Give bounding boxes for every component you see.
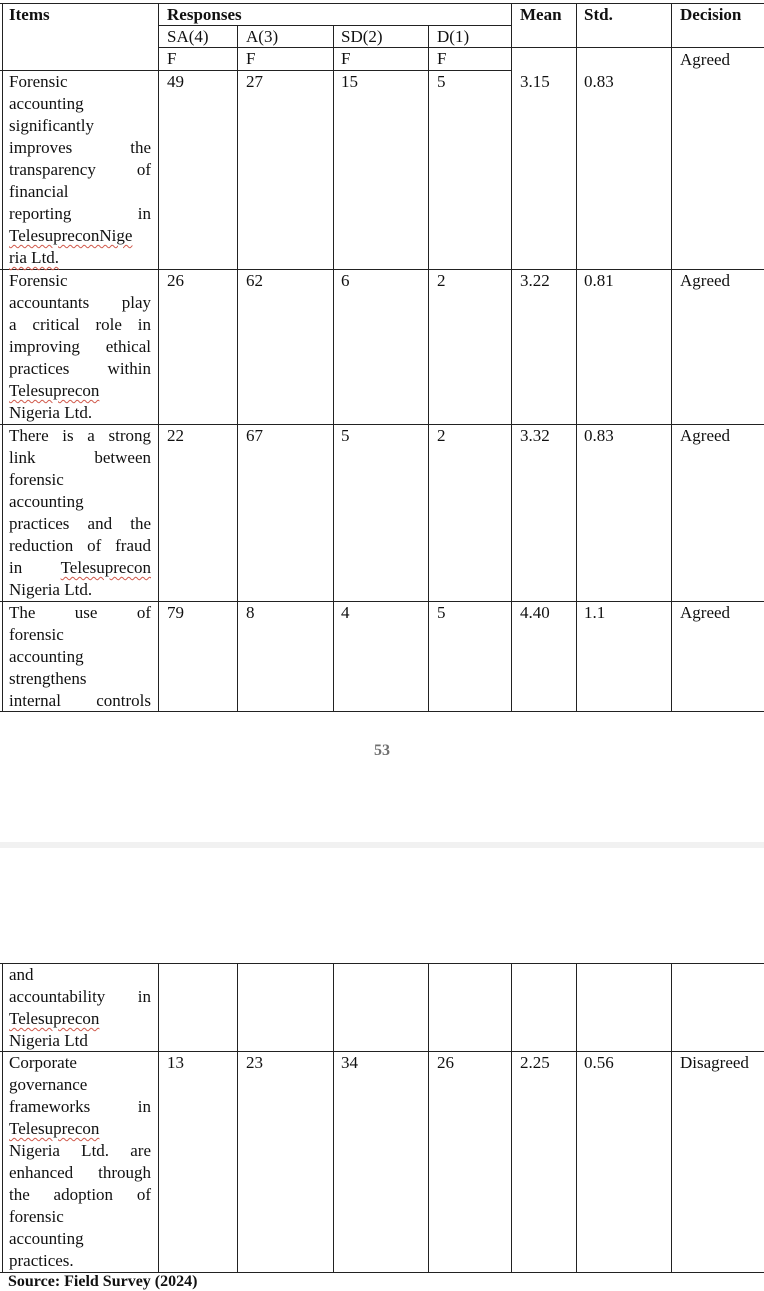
rule xyxy=(2,963,3,1273)
header-std: Std. xyxy=(584,5,613,24)
value-std: 0.56 xyxy=(584,1053,614,1072)
value-d: 5 xyxy=(437,72,446,91)
item-cell xyxy=(9,425,151,601)
value-mean: 3.15 xyxy=(520,72,550,91)
value-decision: Disagreed xyxy=(680,1053,749,1072)
value-mean: 3.22 xyxy=(520,271,550,290)
item-line: Forensic xyxy=(9,271,68,290)
value-a: 8 xyxy=(246,603,255,622)
value-sd: 34 xyxy=(341,1053,358,1072)
item-line: transparency of xyxy=(9,160,151,179)
item-line: forensic xyxy=(9,625,64,644)
rule xyxy=(2,3,3,712)
rule xyxy=(511,3,512,712)
value-d: 2 xyxy=(437,426,446,445)
header-responses: Responses xyxy=(167,5,242,24)
header-freq-d: F xyxy=(437,49,447,68)
rule xyxy=(237,963,238,1273)
item-line: the adoption of xyxy=(9,1185,151,1204)
rule xyxy=(428,963,429,1273)
value-a: 62 xyxy=(246,271,263,290)
item-line: Forensic xyxy=(9,72,68,91)
item-line: TelesupreconNige xyxy=(9,226,133,245)
value-std: 0.81 xyxy=(584,271,614,290)
item-line: accountants play xyxy=(9,293,151,312)
value-mean: 4.40 xyxy=(520,603,550,622)
rule xyxy=(576,963,577,1273)
item-line: Nigeria Ltd. are xyxy=(9,1141,151,1160)
value-a: 27 xyxy=(246,72,263,91)
rule xyxy=(158,963,159,1273)
rule xyxy=(511,963,512,1273)
rule xyxy=(158,3,159,712)
item-line: improving ethical xyxy=(9,337,151,356)
item-line: practices within xyxy=(9,359,151,378)
value-sd: 4 xyxy=(341,603,350,622)
item-line: governance xyxy=(9,1075,88,1094)
header-freq-sd: F xyxy=(341,49,351,68)
value-decision: Agreed xyxy=(680,50,731,69)
value-sa: 22 xyxy=(167,426,184,445)
document-page-2 xyxy=(0,848,764,1290)
item-line: The use of xyxy=(9,603,151,622)
item-line: financial xyxy=(9,182,69,201)
value-a: 67 xyxy=(246,426,263,445)
item-line: a critical role in xyxy=(9,315,151,334)
item-line: accounting xyxy=(9,492,84,511)
value-sa: 26 xyxy=(167,271,184,290)
header-scale-d: D(1) xyxy=(437,27,470,46)
rule xyxy=(671,963,672,1273)
rule xyxy=(0,3,764,4)
rule xyxy=(237,25,238,712)
item-line: forensic xyxy=(9,470,64,489)
company-name: Telesuprecon xyxy=(60,558,151,577)
rule xyxy=(333,963,334,1273)
item-line: practices. xyxy=(9,1251,74,1270)
value-d: 5 xyxy=(437,603,446,622)
item-line: significantly xyxy=(9,116,94,135)
value-mean: 3.32 xyxy=(520,426,550,445)
value-decision: Agreed xyxy=(680,426,731,445)
item-line: accountability in xyxy=(9,987,151,1006)
item-line: link between xyxy=(9,448,151,467)
value-sa: 13 xyxy=(167,1053,184,1072)
item-line: enhanced through xyxy=(9,1163,151,1182)
value-mean: 2.25 xyxy=(520,1053,550,1072)
value-sd: 15 xyxy=(341,72,358,91)
item-line: Nigeria Ltd xyxy=(9,1031,88,1050)
item-cell xyxy=(9,602,151,712)
value-std: 0.83 xyxy=(584,72,614,91)
header-scale-a: A(3) xyxy=(246,27,279,46)
value-a: 23 xyxy=(246,1053,263,1072)
item-line: Telesuprecon xyxy=(9,1009,100,1028)
item-line: ria Ltd. xyxy=(9,248,60,267)
header-items: Items xyxy=(9,5,50,24)
item-line: improves the xyxy=(9,138,151,157)
item-line: frameworks in xyxy=(9,1097,151,1116)
header-freq-a: F xyxy=(246,49,256,68)
item-line: accounting xyxy=(9,647,84,666)
rule xyxy=(576,3,577,712)
item-line: accounting xyxy=(9,1229,84,1248)
item-line: internal controls xyxy=(9,691,151,710)
item-cell xyxy=(9,1052,151,1272)
item-cell xyxy=(9,270,151,424)
value-d: 26 xyxy=(437,1053,454,1072)
value-d: 2 xyxy=(437,271,446,290)
item-line: in Telesuprecon xyxy=(9,558,151,577)
value-decision: Agreed xyxy=(680,271,731,290)
value-sd: 6 xyxy=(341,271,350,290)
header-scale-sa: SA(4) xyxy=(167,27,209,46)
value-std: 0.83 xyxy=(584,426,614,445)
item-line: Nigeria Ltd. xyxy=(9,580,93,599)
item-line: forensic xyxy=(9,1207,64,1226)
item-line: Corporate xyxy=(9,1053,77,1072)
item-line: There is a strong xyxy=(9,426,151,445)
item-cell xyxy=(9,964,151,1052)
item-line: reduction of fraud xyxy=(9,536,151,555)
value-decision: Agreed xyxy=(680,603,731,622)
header-decision: Decision xyxy=(680,5,742,24)
item-line: Telesuprecon xyxy=(9,381,100,400)
value-std: 1.1 xyxy=(584,603,606,622)
value-sa: 79 xyxy=(167,603,184,622)
item-cell xyxy=(9,71,151,269)
item-line: accounting xyxy=(9,94,84,113)
rule xyxy=(333,25,334,712)
page-number: 53 xyxy=(374,742,390,759)
value-sd: 5 xyxy=(341,426,350,445)
source-note: Source: Field Survey (2024) xyxy=(8,1273,198,1290)
header-freq-sa: F xyxy=(167,49,177,68)
item-line: practices and the xyxy=(9,514,151,533)
item-line: Nigeria Ltd. xyxy=(9,403,93,422)
rule xyxy=(671,3,672,712)
item-line: and xyxy=(9,965,34,984)
item-line: Telesuprecon xyxy=(9,1119,100,1138)
item-line: strengthens xyxy=(9,669,87,688)
header-mean: Mean xyxy=(520,5,562,24)
header-scale-sd: SD(2) xyxy=(341,27,383,46)
value-sa: 49 xyxy=(167,72,184,91)
item-line: reporting in xyxy=(9,204,151,223)
rule xyxy=(428,25,429,712)
